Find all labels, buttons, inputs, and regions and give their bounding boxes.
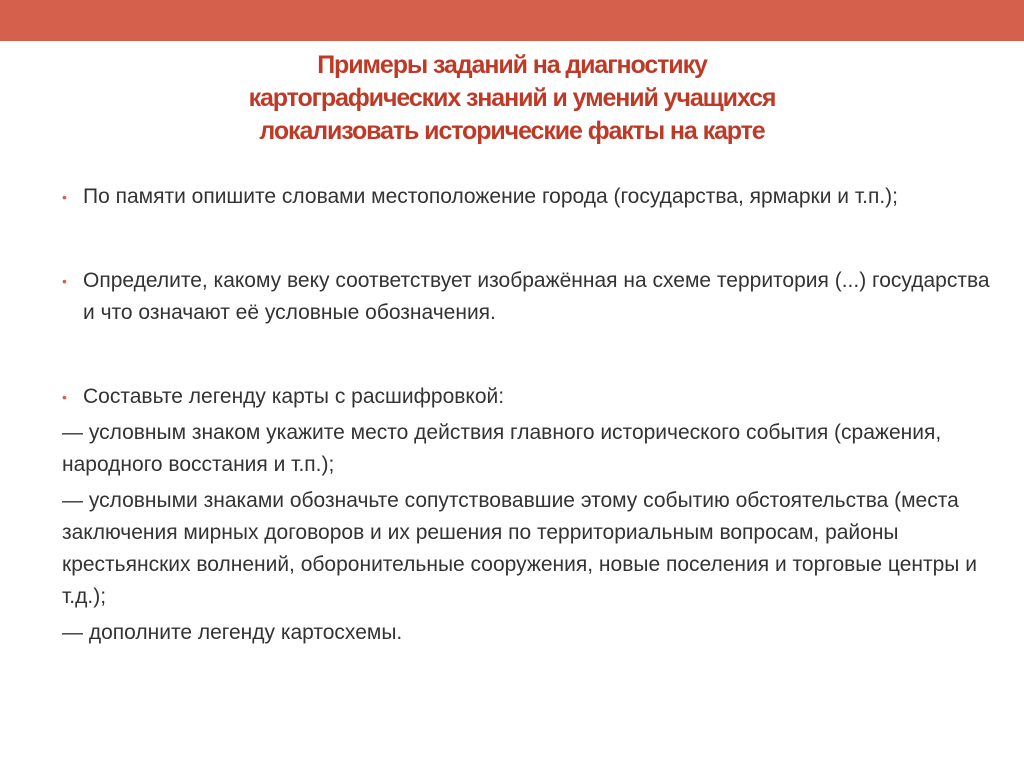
title-line-1: Примеры заданий на диагностику [317,51,707,79]
bullet-item-1 [62,181,1002,213]
bullet-text: Определите, какому веку соответствует изображённая на схеме территория (...) государства и что означают её условные обозначения. [83,269,990,324]
bullet-item-3 [62,381,1002,413]
dash-item-2: — условными знаками обозначьте сопутствовавшие этому событию обстоятельства (места заключения мирных договоров и их решения по территориальным вопросам, районы крестьянских волнений, оборонительные сооружения, новые поселения и торговые центры и т.д.); [62,489,977,608]
bullet-text: Составьте легенду карты с расшифровкой: [83,385,505,408]
bullet-marker: • [62,189,67,205]
top-accent-bar [0,0,1024,41]
dash-item-3: — дополните легенду картосхемы. [62,621,403,644]
bullet-marker: • [62,273,67,289]
bullet-marker: • [62,389,67,405]
dash-item-1: — условным знаком укажите место действия главного исторического события (сражения, народного восстания и т.п.); [62,421,942,476]
bullet-item-2 [62,265,1002,329]
title-line-2: картографических знаний и умений учащихся [248,84,776,112]
title-line-3: локализовать исторические факты на карте [259,117,765,145]
slide-content [62,181,1002,649]
slide-title [0,49,1024,148]
bullet-text: По памяти опишите словами местоположение города (государства, ярмарки и т.п.); [83,185,898,208]
